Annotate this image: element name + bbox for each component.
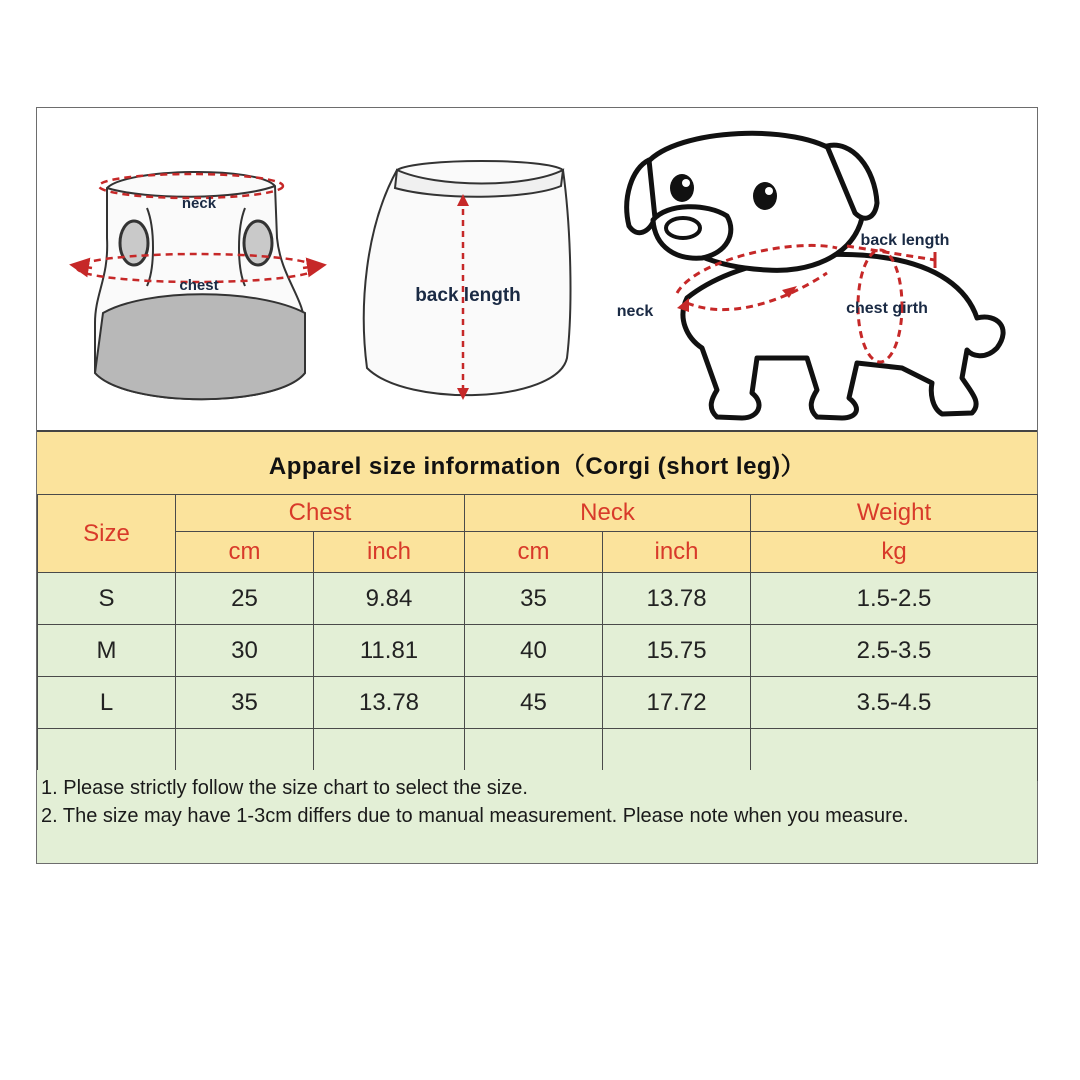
table-cell: 17.72: [603, 677, 751, 729]
harness-neck-label: neck: [181, 195, 217, 212]
table-row: [38, 625, 1038, 677]
harness-back-drawing: [364, 161, 571, 400]
table-unit-row: [38, 532, 1038, 573]
dog-chest-girth-label: chest girth: [846, 300, 928, 317]
table-row: [38, 677, 1038, 729]
unit-header: inch: [603, 532, 751, 573]
harness-front-drawing: [77, 172, 317, 399]
notes-section: [37, 770, 1037, 863]
table-cell: 35: [176, 677, 314, 729]
unit-header: kg: [751, 532, 1038, 573]
weight-group-header: Weight: [751, 495, 1038, 532]
unit-header: cm: [465, 532, 603, 573]
dog-neck-label: neck: [616, 303, 654, 320]
back-length-label: back length: [415, 285, 521, 306]
harness-chest-label: chest: [179, 277, 219, 294]
size-chart-frame: [36, 107, 1038, 864]
table-title: Apparel size information（Corgi (short leg)）: [37, 430, 1037, 494]
table-cell: 9.84: [314, 573, 465, 625]
table-cell: 2.5-3.5: [751, 625, 1038, 677]
size-table: [37, 494, 1038, 781]
table-cell: 15.75: [603, 625, 751, 677]
table-cell: M: [38, 625, 176, 677]
table-cell: S: [38, 573, 176, 625]
unit-header: inch: [314, 532, 465, 573]
size-column-header: Size: [38, 495, 176, 573]
dog-back-length-label: back length: [860, 232, 950, 249]
table-cell: L: [38, 677, 176, 729]
table-cell: 30: [176, 625, 314, 677]
measurement-illustrations: [37, 108, 1037, 430]
table-cell: 3.5-4.5: [751, 677, 1038, 729]
table-header-row: [38, 495, 1038, 532]
table-cell: 35: [465, 573, 603, 625]
illustration-svg: [37, 108, 1037, 430]
note-line: 1. Please strictly follow the size chart to select the size.: [41, 777, 528, 799]
table-cell: 13.78: [314, 677, 465, 729]
neck-group-header: Neck: [465, 495, 751, 532]
table-row: [38, 573, 1038, 625]
table-cell: 40: [465, 625, 603, 677]
chest-group-header: Chest: [176, 495, 465, 532]
unit-header: cm: [176, 532, 314, 573]
table-cell: 1.5-2.5: [751, 573, 1038, 625]
table-cell: 13.78: [603, 573, 751, 625]
note-line: 2. The size may have 1-3cm differs due to manual measurement. Please note when you measure.: [41, 805, 909, 827]
table-cell: 11.81: [314, 625, 465, 677]
table-cell: 45: [465, 677, 603, 729]
table-cell: 25: [176, 573, 314, 625]
